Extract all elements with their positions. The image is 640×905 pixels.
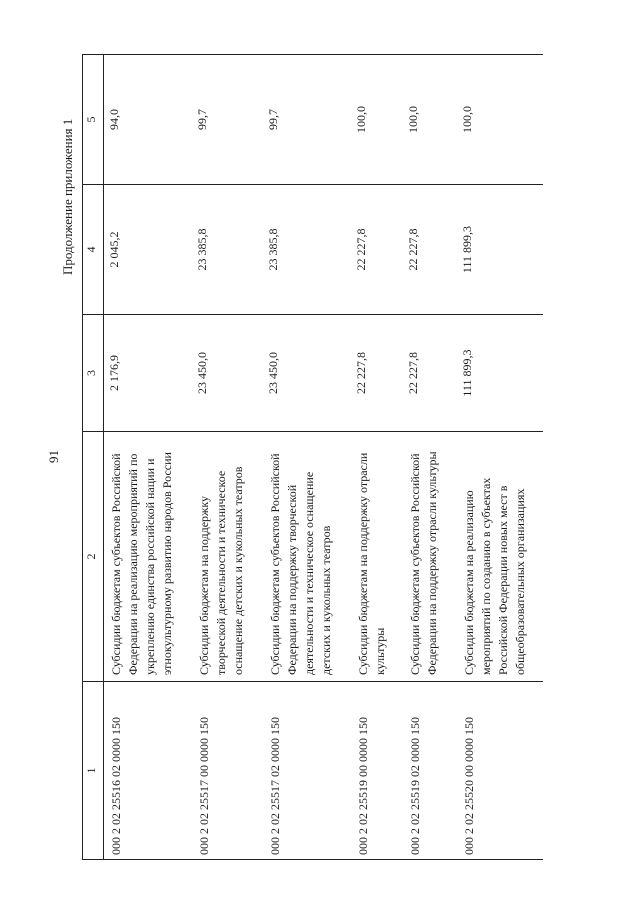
row-description: Субсидии бюджетам субъектов Российской Федерации на поддержку творческой деятельности и техническое оснащение детских и кукольных театров (263, 432, 351, 682)
table-row (192, 55, 263, 860)
row-description: Субсидии бюджетам на поддержку отрасли культуры (351, 432, 403, 682)
table-body (104, 55, 543, 860)
actual-value: 111 899,3 (457, 185, 543, 315)
page-number: 91 (46, 450, 61, 463)
row-description: Субсидии бюджетам субъектов Российской Федерации на поддержку отрасли культуры (403, 432, 457, 682)
percent-value: 99,7 (263, 55, 351, 185)
table-row (457, 55, 543, 860)
percent-value: 100,0 (351, 55, 403, 185)
plan-value: 23 450,0 (263, 315, 351, 432)
budget-code: 000 2 02 25517 02 0000 150 (263, 682, 351, 860)
budget-code: 000 2 02 25516 02 0000 150 (104, 682, 192, 860)
actual-value: 23 385,8 (192, 185, 263, 315)
actual-value: 23 385,8 (263, 185, 351, 315)
table-row (263, 55, 351, 860)
plan-value: 23 450,0 (192, 315, 263, 432)
column-header-2: 2 (83, 432, 104, 682)
column-header-5: 5 (83, 55, 104, 185)
budget-code: 000 2 02 25520 00 0000 150 (457, 682, 543, 860)
budget-code: 000 2 02 25519 02 0000 150 (403, 682, 457, 860)
percent-value: 100,0 (457, 55, 543, 185)
row-description: Субсидии бюджетам на реализацию мероприятий по созданию в субъектах Российской Федерации новых мест в общеобразовательных организациях (457, 432, 543, 682)
table-row (351, 55, 403, 860)
column-header-3: 3 (83, 315, 104, 432)
actual-value: 2 045,2 (104, 185, 192, 315)
actual-value: 22 227,8 (351, 185, 403, 315)
percent-value: 99,7 (192, 55, 263, 185)
plan-value: 2 176,9 (104, 315, 192, 432)
plan-value: 22 227,8 (403, 315, 457, 432)
plan-value: 111 899,3 (457, 315, 543, 432)
budget-code: 000 2 02 25517 00 0000 150 (192, 682, 263, 860)
appendix-table (82, 54, 543, 860)
table-row (104, 55, 192, 860)
budget-code: 000 2 02 25519 00 0000 150 (351, 682, 403, 860)
plan-value: 22 227,8 (351, 315, 403, 432)
percent-value: 94,0 (104, 55, 192, 185)
continuation-label: Продолжение приложения 1 (60, 118, 75, 275)
actual-value: 22 227,8 (403, 185, 457, 315)
column-header-1: 1 (83, 682, 104, 860)
row-description: Субсидии бюджетам субъектов Российской Федерации на реализацию мероприятий по укреплению единства российской нации и этнокультурному развитию народов России (104, 432, 192, 682)
percent-value: 100,0 (403, 55, 457, 185)
row-description: Субсидии бюджетам на поддержку творческой деятельности и техническое оснащение детских и кукольных театров (192, 432, 263, 682)
table-header (83, 55, 104, 860)
table-row (403, 55, 457, 860)
column-header-4: 4 (83, 185, 104, 315)
